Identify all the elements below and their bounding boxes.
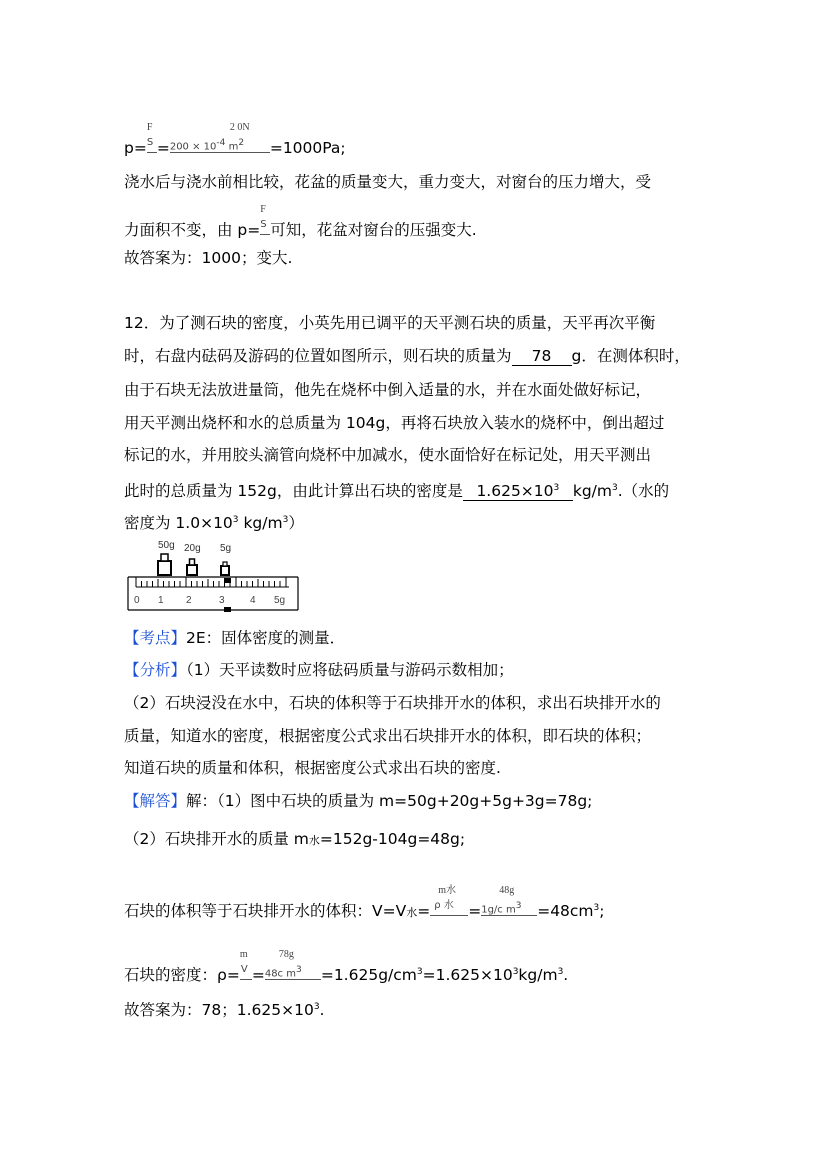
formula-text: = bbox=[156, 139, 170, 157]
weight-20g-knob bbox=[190, 559, 195, 565]
fenxi-line-1 bbox=[124, 660, 514, 680]
den-text: 1g/c m bbox=[481, 904, 516, 916]
den-unit: m bbox=[228, 141, 239, 153]
text-span: 力面积不变，由 p= bbox=[124, 221, 261, 239]
jieda-line-2 bbox=[124, 829, 465, 851]
fraction-m-over-v bbox=[239, 949, 252, 985]
exp: 3 bbox=[416, 967, 423, 977]
formula-text: p= bbox=[124, 139, 147, 157]
fraction-denominator: S bbox=[260, 219, 267, 230]
weight-5g-knob bbox=[223, 562, 227, 566]
q12-line-7 bbox=[124, 510, 304, 533]
weight-label-5g: 5g bbox=[220, 543, 232, 554]
fraction-denominator bbox=[265, 960, 302, 984]
den-unit-exp: 2 bbox=[238, 138, 245, 148]
fenxi-text: （1）天平读数时应将砝码质量与游码示数相加； bbox=[186, 661, 514, 679]
text-line: 浇水后与浇水前相比较，花盆的质量变大，重力变大，对窗台的压力增大，受 bbox=[124, 173, 652, 191]
scale-ticks bbox=[136, 577, 286, 587]
den-exp: 3 bbox=[295, 965, 302, 976]
den-text: 200 × 10 bbox=[169, 141, 217, 153]
blank-text: 1.625×10 bbox=[476, 482, 554, 501]
jieda-line-1 bbox=[124, 791, 592, 811]
text-span: = bbox=[251, 966, 265, 985]
scale-label-4: 4 bbox=[250, 595, 256, 606]
fraction-denominator bbox=[481, 896, 521, 920]
text-span: 石块的体积等于石块排开水的体积：V=V bbox=[124, 902, 407, 921]
text-span: kg/m bbox=[238, 514, 283, 533]
text-span: =1.625×10 bbox=[422, 966, 513, 985]
fenxi-line-3: 质量，知道水的密度，根据密度公式求出石块排开水的体积，即石块的体积； bbox=[124, 727, 652, 745]
fraction-denominator: S bbox=[146, 137, 154, 148]
text-span: .（水的 bbox=[617, 482, 670, 501]
text-span: =48cm bbox=[537, 902, 594, 921]
weight-label-50g: 50g bbox=[158, 540, 175, 551]
exp: 3 bbox=[282, 515, 289, 525]
den-exp: -4 bbox=[216, 138, 226, 148]
fraction-numerator: F bbox=[260, 204, 266, 215]
text-span: =1.625g/cm bbox=[320, 966, 417, 985]
scale-label-3: 3 bbox=[219, 595, 225, 606]
fraction-force-over-area bbox=[169, 122, 270, 158]
volume-formula-line bbox=[124, 885, 605, 923]
den-exp: 3 bbox=[515, 901, 522, 912]
blank-exp: 3 bbox=[553, 483, 560, 493]
fenxi-line-4: 知道石块的质量和体积，根据密度公式求出石块的密度. bbox=[124, 759, 501, 777]
pressure-conclusion-line bbox=[124, 204, 477, 240]
text-span: ） bbox=[288, 514, 304, 533]
weight-50g-knob bbox=[161, 554, 168, 561]
fraction-numerator: m水 bbox=[438, 885, 456, 897]
subscript: 水 bbox=[308, 834, 320, 847]
scale-label-0: 0 bbox=[134, 595, 140, 606]
final-answer-line bbox=[124, 997, 324, 1020]
fenxi-line-2: （2）石块浸没在水中，石块的体积等于石块排开水的体积，求出石块排开水的 bbox=[124, 694, 661, 712]
fraction-denominator bbox=[170, 133, 244, 157]
kaodian-text: 2E：固体密度的测量． bbox=[186, 629, 346, 647]
fraction-78g-over-48cm3 bbox=[264, 949, 321, 985]
exp: 3 bbox=[557, 967, 564, 977]
text-span: kg/m bbox=[572, 482, 612, 501]
text-span: = bbox=[417, 902, 431, 921]
q12-line-2 bbox=[124, 346, 690, 366]
pressure-formula-line bbox=[124, 122, 346, 158]
density-formula-line bbox=[124, 949, 569, 985]
fraction-f-over-s bbox=[146, 122, 157, 158]
text-span: 密度为 1.0×10 bbox=[124, 514, 233, 533]
q12-line-5: 标记的水，并用胶头滴管向烧杯中加减水，使水面恰好在标记处，用天平测出 bbox=[124, 446, 652, 464]
text-span: 可知，花盆对窗台的压强变大. bbox=[270, 221, 477, 239]
jieda-tag: 【解答】 bbox=[124, 792, 187, 810]
kaodian-tag: 【考点】 bbox=[124, 629, 187, 647]
kaodian-line bbox=[124, 628, 345, 648]
q12-line-4: 用天平测出烧杯和水的总质量为 104g，再将石块放入装水的烧杯中，倒出超过 bbox=[124, 414, 665, 432]
q12-line-1: 12．为了测石块的密度，小英先用已调平的天平测石块的质量，天平再次平衡 bbox=[124, 314, 656, 332]
den-text: 48c m bbox=[264, 968, 296, 980]
text-span: = bbox=[468, 902, 482, 921]
weight-20g bbox=[187, 565, 197, 575]
text-span: g．在测体积时， bbox=[571, 347, 690, 365]
q12-line-3: 由于石块无法放进量筒，他先在烧杯中倒入适量的水，并在水面处做好标记， bbox=[124, 381, 652, 399]
fraction-m-over-rho bbox=[430, 885, 468, 921]
weight-5g bbox=[221, 566, 229, 575]
exp: 3 bbox=[313, 1002, 320, 1012]
answer-blank bbox=[463, 479, 573, 501]
fraction-numerator: 48g bbox=[499, 885, 515, 897]
text-span: 时，右盘内砝码及游码的位置如图所示，则石块的质量为 bbox=[124, 347, 512, 365]
fraction-numerator: m bbox=[239, 949, 248, 961]
fraction-denominator: V bbox=[240, 964, 248, 976]
text-span: kg/m bbox=[518, 966, 558, 985]
fraction-f-over-s bbox=[260, 204, 270, 240]
answer-line: 故答案为：1000；变大. bbox=[124, 249, 293, 267]
rider-marker-bottom bbox=[224, 607, 231, 612]
text-span: =152g-104g=48g; bbox=[319, 830, 466, 848]
exp: 3 bbox=[232, 515, 239, 525]
exp: 3 bbox=[593, 903, 600, 913]
text-span: 此时的总质量为 152g，由此计算出石块的密度是 bbox=[124, 482, 463, 501]
fraction-numerator: 78g bbox=[278, 949, 294, 961]
fenxi-tag: 【分析】 bbox=[124, 661, 187, 679]
jieda-text: 解：（1）图中石块的质量为 m=50g+20g+5g+3g=78g; bbox=[186, 792, 593, 810]
fraction-denominator: ρ 水 bbox=[434, 900, 454, 912]
scale-label-2: 2 bbox=[186, 595, 192, 606]
text-span: . bbox=[563, 966, 569, 985]
q12-line-6 bbox=[124, 478, 669, 501]
exp: 3 bbox=[612, 483, 618, 493]
text-span: 故答案为：78；1.625×10 bbox=[124, 1001, 314, 1020]
text-span: . bbox=[319, 1001, 325, 1020]
answer-blank: 78 bbox=[512, 347, 572, 366]
scale-label-5g: 5g bbox=[274, 595, 286, 606]
weight-label-20g: 20g bbox=[184, 543, 201, 554]
scale-label-1: 1 bbox=[158, 595, 164, 606]
text-span: （2）石块排开水的质量 m bbox=[124, 830, 309, 848]
fraction-numerator: F bbox=[146, 122, 153, 133]
rider-marker-top bbox=[224, 578, 231, 583]
weight-50g bbox=[158, 561, 171, 575]
formula-result: =1000Pa; bbox=[269, 139, 346, 157]
text-span: ; bbox=[599, 902, 605, 921]
balance-figure bbox=[124, 537, 304, 615]
subscript: 水 bbox=[406, 906, 418, 920]
exp: 3 bbox=[512, 967, 519, 977]
text-span: 石块的密度：ρ= bbox=[124, 966, 240, 985]
fraction-numerator: 2 0N bbox=[229, 122, 250, 133]
fraction-48g-over-density bbox=[481, 885, 537, 921]
